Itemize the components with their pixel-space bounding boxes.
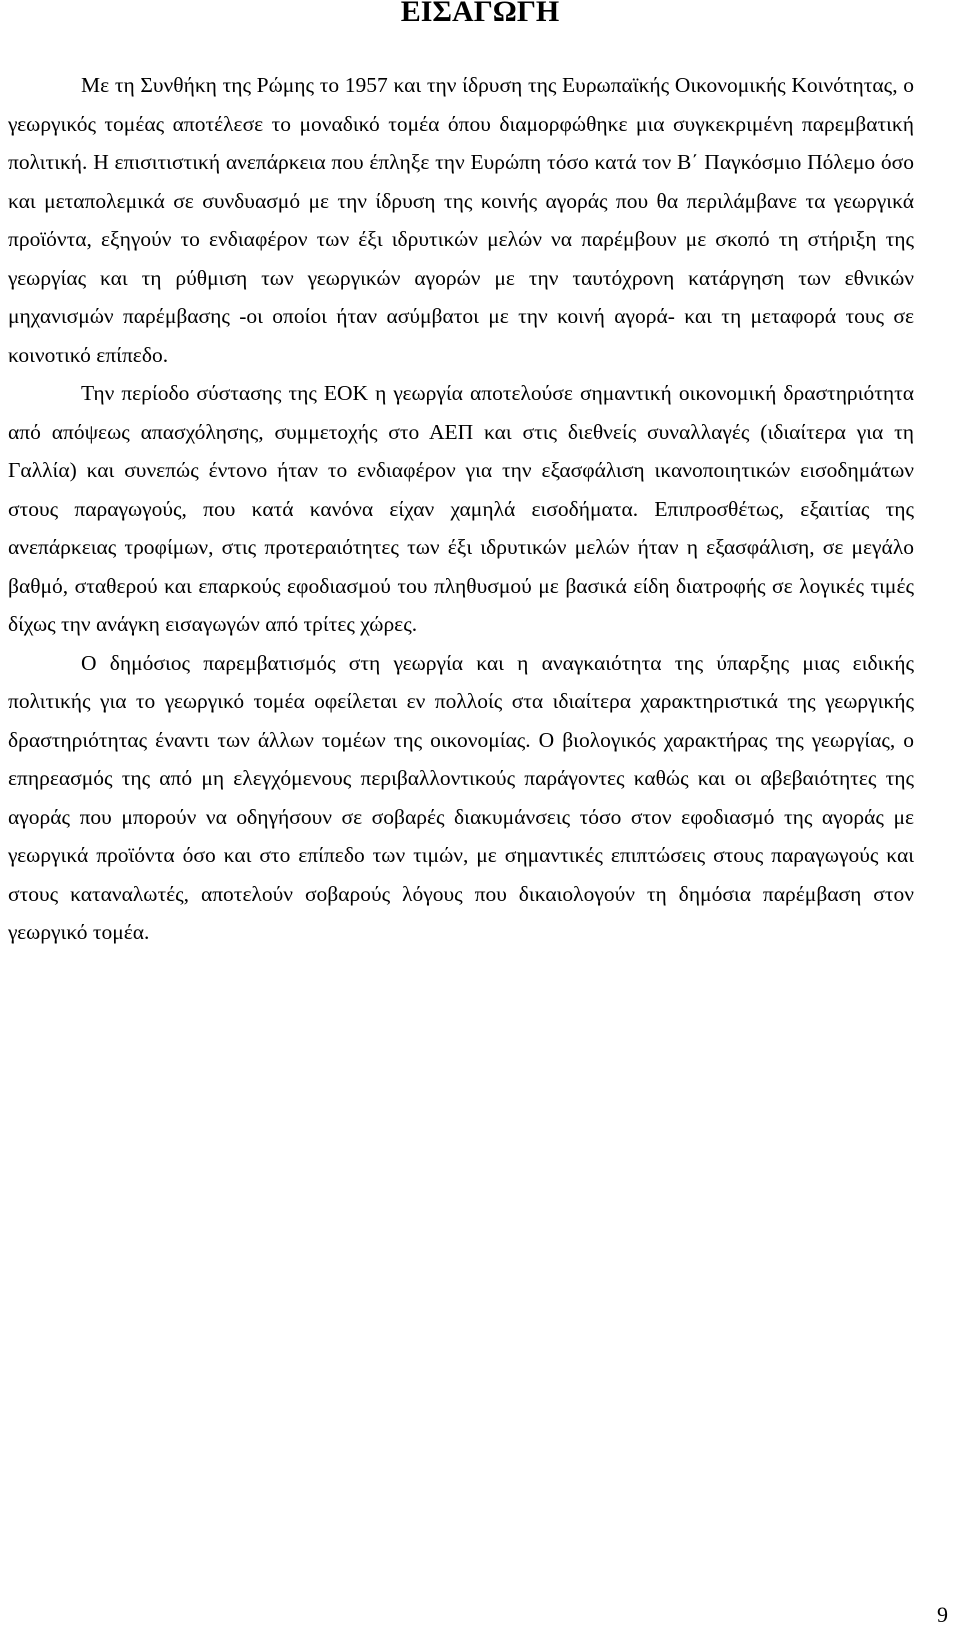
page-title: ΕΙΣΑΓΩΓΗ [400, 0, 560, 28]
body-text [8, 66, 914, 952]
paragraph-3: Ο δημόσιος παρεμβατισμός στη γεωργία και η αναγκαιότητα της ύπαρξης μιας ειδικής πολιτικής για το γεωργικό τομέα οφείλεται εν πολλοίς στα ιδιαίτερα χαρακτηριστικά της γεωργικής δραστηριότητας έναντι των άλλων τομέων της οικονομίας. Ο βιολογικός χαρακτήρας της γεωργίας, ο επηρεασμός της από μη ελεγχόμενους περιβαλλοντικούς παράγοντες καθώς και οι αβεβαιότητες της αγοράς που μπορούν να οδηγήσουν σε σοβαρές διακυμάνσεις τόσο στον εφοδιασμό της αγοράς με γεωργικά προϊόντα όσο και στο επίπεδο των τιμών, με σημαντικές επιπτώσεις στους παραγωγούς και στους καταναλωτές, αποτελούν σοβαρούς λόγους που δικαιολογούν τη δημόσια παρέμβαση στον γεωργικό τομέα. [8, 650, 914, 944]
page-number: 9 [937, 1602, 948, 1627]
paragraph-2: Την περίοδο σύστασης της ΕΟΚ η γεωργία αποτελούσε σημαντική οικονομική δραστηριότητα από απόψεως απασχόλησης, συμμετοχής στο ΑΕΠ και στις διεθνείς συναλλαγές (ιδιαίτερα για τη Γαλλία) και συνεπώς έντονο ήταν το ενδιαφέρον για την εξασφάλιση ικανοποιητικών εισοδημάτων στους παραγωγούς, που κατά κανόνα είχαν χαμηλά εισοδήματα. Επιπροσθέτως, εξαιτίας της ανεπάρκειας τροφίμων, στις προτεραιότητες των έξι ιδρυτικών μελών ήταν η εξασφάλιση, σε μεγάλο βαθμό, σταθερού και επαρκούς εφοδιασμού του πληθυσμού με βασικά είδη διατροφής σε λογικές τιμές δίχως την ανάγκη εισαγωγών από τρίτες χώρες. [8, 381, 914, 636]
paragraph-1: Με τη Συνθήκη της Ρώμης το 1957 και την ίδρυση της Ευρωπαϊκής Οικονομικής Κοινότητας, ο γεωργικός τομέας αποτέλεσε το μοναδικό τομέα όπου διαμορφώθηκε μια συγκεκριμένη παρεμβατική πολιτική. Η επισιτιστική ανεπάρκεια που έπληξε την Ευρώπη τόσο κατά τον Β΄ Παγκόσμιο Πόλεμο όσο και μεταπολεμικά σε συνδυασμό με την ίδρυση της κοινής αγοράς που θα περιλάμβανε τα γεωργικά προϊόντα, εξηγούν το ενδιαφέρον των έξι ιδρυτικών μελών να παρέμβουν με σκοπό τη στήριξη της γεωργίας και τη ρύθμιση των γεωργικών αγορών με την ταυτόχρονη κατάργηση των εθνικών μηχανισμών παρέμβασης -οι οποίοι ήταν ασύμβατοι με την κοινή αγορά- και τη μεταφορά τους σε κοινοτικό επίπεδο. [8, 73, 914, 367]
